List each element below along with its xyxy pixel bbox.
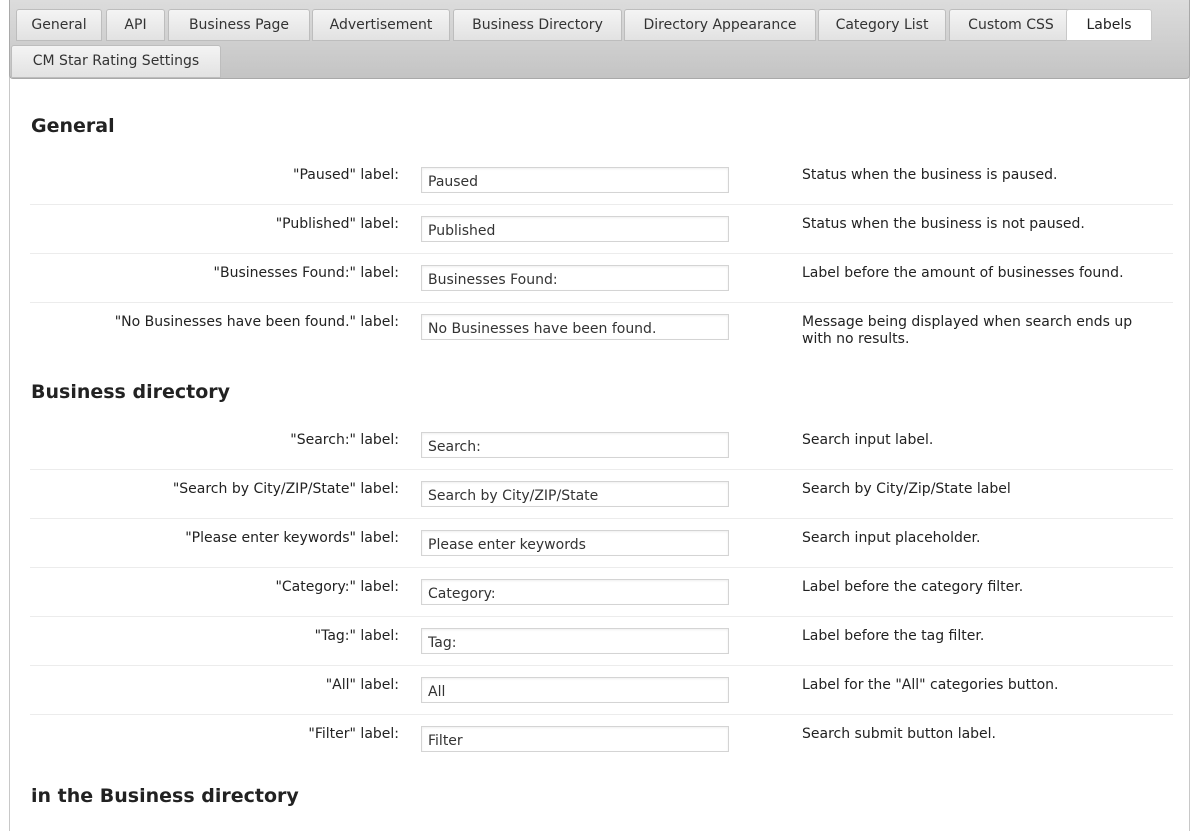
tab-api[interactable]: API — [106, 9, 165, 41]
filter-label-description: Search submit button label. — [802, 726, 997, 742]
paused-label-description: Status when the business is paused. — [802, 167, 1058, 183]
tab-business-page[interactable]: Business Page — [168, 9, 310, 41]
tab-business-directory[interactable]: Business Directory — [453, 9, 622, 41]
published-label-text: "Published" label: — [275, 216, 399, 232]
category-label-input[interactable] — [421, 579, 729, 605]
all-label-input[interactable] — [421, 677, 729, 703]
category-label-description: Label before the category filter. — [802, 579, 1024, 595]
businesses-found-label-description: Label before the amount of businesses found. — [802, 265, 1124, 281]
tab-advertisement[interactable]: Advertisement — [312, 9, 450, 41]
row-divider — [30, 253, 1173, 254]
tab-custom-css[interactable]: Custom CSS — [949, 9, 1073, 41]
row-divider — [30, 204, 1173, 205]
tag-label-input[interactable] — [421, 628, 729, 654]
all-label-description: Label for the "All" categories button. — [802, 677, 1059, 693]
no-businesses-label-text: "No Businesses have been found." label: — [114, 314, 399, 330]
paused-label-text: "Paused" label: — [293, 167, 399, 183]
row-divider — [30, 567, 1173, 568]
enter-keywords-label-input[interactable] — [421, 530, 729, 556]
published-label-input[interactable] — [421, 216, 729, 242]
all-label-text: "All" label: — [325, 677, 399, 693]
row-divider — [30, 714, 1173, 715]
category-label-text: "Category:" label: — [275, 579, 399, 595]
published-label-description: Status when the business is not paused. — [802, 216, 1085, 232]
tab-general[interactable]: General — [16, 9, 102, 41]
search-by-city-label-description: Search by City/Zip/State label — [802, 481, 1011, 497]
row-divider — [30, 616, 1173, 617]
filter-label-input[interactable] — [421, 726, 729, 752]
search-by-city-label-text: "Search by City/ZIP/State" label: — [172, 481, 399, 497]
enter-keywords-label-description: Search input placeholder. — [802, 530, 981, 546]
section-title-business-directory: Business directory — [31, 381, 230, 403]
section-title-in-business-directory: in the Business directory — [31, 785, 299, 807]
paused-label-input[interactable] — [421, 167, 729, 193]
row-divider — [30, 518, 1173, 519]
businesses-found-label-text: "Businesses Found:" label: — [213, 265, 399, 281]
row-divider — [30, 469, 1173, 470]
enter-keywords-label-text: "Please enter keywords" label: — [185, 530, 399, 546]
filter-label-text: "Filter" label: — [308, 726, 399, 742]
search-label-input[interactable] — [421, 432, 729, 458]
tab-cm-star-rating-settings[interactable]: CM Star Rating Settings — [11, 45, 221, 78]
search-label-description: Search input label. — [802, 432, 934, 448]
search-label-text: "Search:" label: — [290, 432, 399, 448]
tag-label-description: Label before the tag filter. — [802, 628, 985, 644]
tag-label-text: "Tag:" label: — [314, 628, 399, 644]
tab-labels[interactable]: Labels — [1066, 9, 1152, 41]
businesses-found-label-input[interactable] — [421, 265, 729, 291]
row-divider — [30, 302, 1173, 303]
tab-category-list[interactable]: Category List — [818, 9, 946, 41]
no-businesses-label-input[interactable] — [421, 314, 729, 340]
settings-tab-bar — [9, 0, 1190, 79]
settings-panel — [9, 0, 1190, 831]
no-businesses-label-description: Message being displayed when search ends up with no results. — [802, 314, 1133, 347]
row-divider — [30, 665, 1173, 666]
tab-directory-appearance[interactable]: Directory Appearance — [624, 9, 816, 41]
search-by-city-label-input[interactable] — [421, 481, 729, 507]
section-title-general: General — [31, 115, 115, 137]
